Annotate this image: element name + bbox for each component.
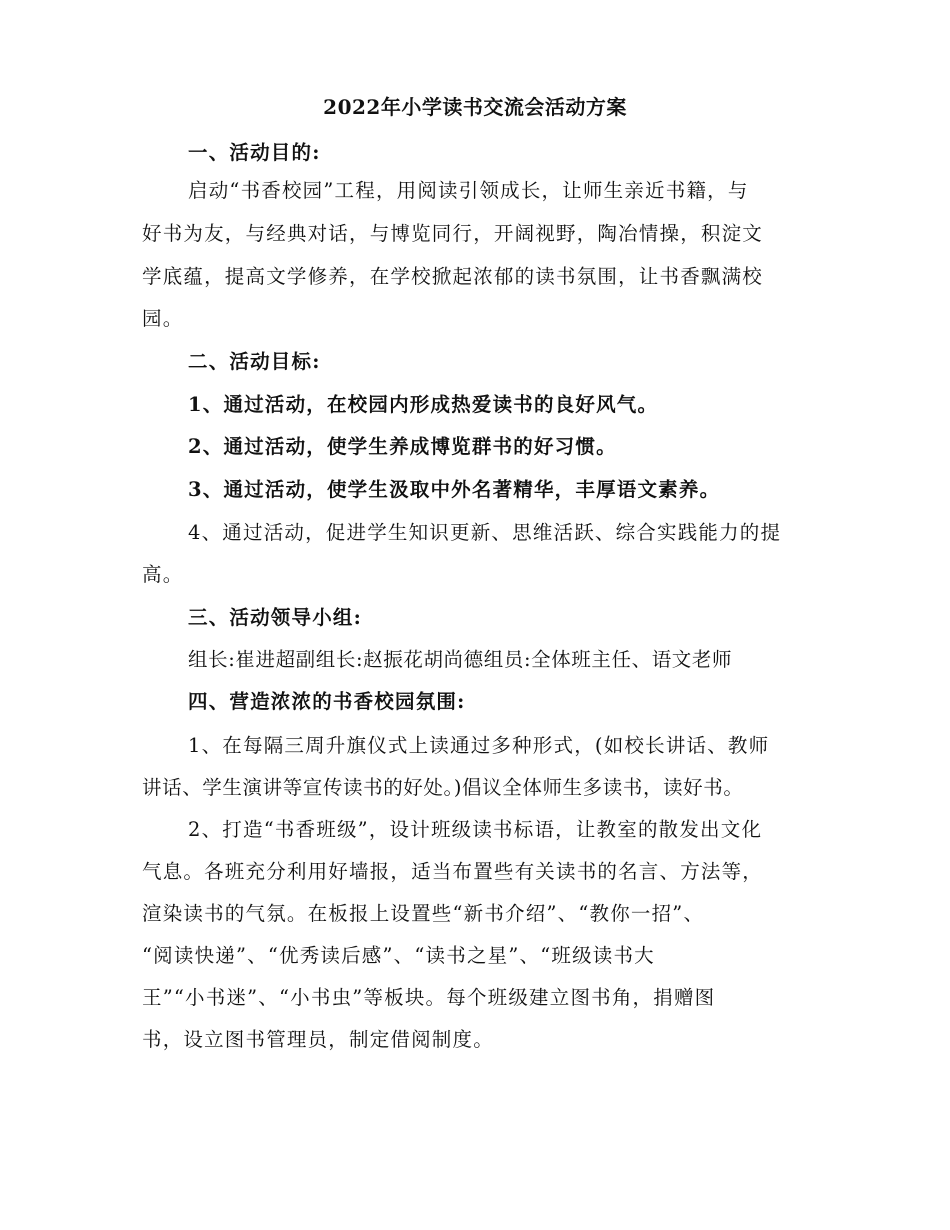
section-heading-goals: 二、活动目标: <box>188 350 321 373</box>
paragraph-line: 渲染读书的气氛。在板报上设置些“新书介绍”、“教你一招”、 <box>142 902 705 925</box>
paragraph-line: “阅读快递”、“优秀读后感”、“读书之星”、“班级读书大 <box>142 944 655 967</box>
leadership-members: 组长:崔进超副组长:赵振花胡尚德组员:全体班主任、语文老师 <box>188 648 733 671</box>
section-heading-atmosphere: 四、营造浓浓的书香校园氛围: <box>188 690 466 713</box>
paragraph-line: 讲话、学生演讲等宣传读书的好处。)倡议全体师生多读书，读好书。 <box>142 776 744 799</box>
paragraph-line: 启动“书香校园”工程，用阅读引领成长，让师生亲近书籍，与 <box>188 179 749 202</box>
goal-item-3: 3、通过活动，使学生汲取中外名著精华，丰厚语文素养。 <box>188 478 721 501</box>
paragraph-line: 1、在每隔三周升旗仪式上读通过多种形式，(如校长讲话、教师 <box>188 734 770 757</box>
section-heading-leadership: 三、活动领导小组: <box>188 606 362 629</box>
document-title: 2022年小学读书交流会活动方案 <box>323 95 627 119</box>
paragraph-line: 学底蕴，提高文学修养，在学校掀起浓郁的读书氛围，让书香飘满校 <box>142 265 764 288</box>
goal-item-1: 1、通过活动，在校园内形成热爱读书的良好风气。 <box>188 393 659 416</box>
paragraph-line: 王”“小书迷”、“小书虫”等板块。每个班级建立图书角，捐赠图 <box>142 986 716 1009</box>
section-heading-purpose: 一、活动目的: <box>188 141 321 164</box>
goal-item-2: 2、通过活动，使学生养成博览群书的好习惯。 <box>188 435 617 458</box>
paragraph-line: 好书为友，与经典对话，与博览同行，开阔视野，陶冶情操，积淀文 <box>142 222 764 245</box>
goal-item-4: 4、通过活动，促进学生知识更新、思维活跃、综合实践能力的提 <box>188 521 782 544</box>
paragraph-line: 气息。各班充分利用好墙报，适当布置些有关读书的名言、方法等， <box>142 860 764 883</box>
paragraph-line: 园。 <box>142 307 184 330</box>
paragraph-line: 高。 <box>142 563 184 586</box>
paragraph-line: 2、打造“书香班级”，设计班级读书标语，让教室的散发出文化 <box>188 818 763 841</box>
paragraph-line: 书，设立图书管理员，制定借阅制度。 <box>142 1028 494 1051</box>
